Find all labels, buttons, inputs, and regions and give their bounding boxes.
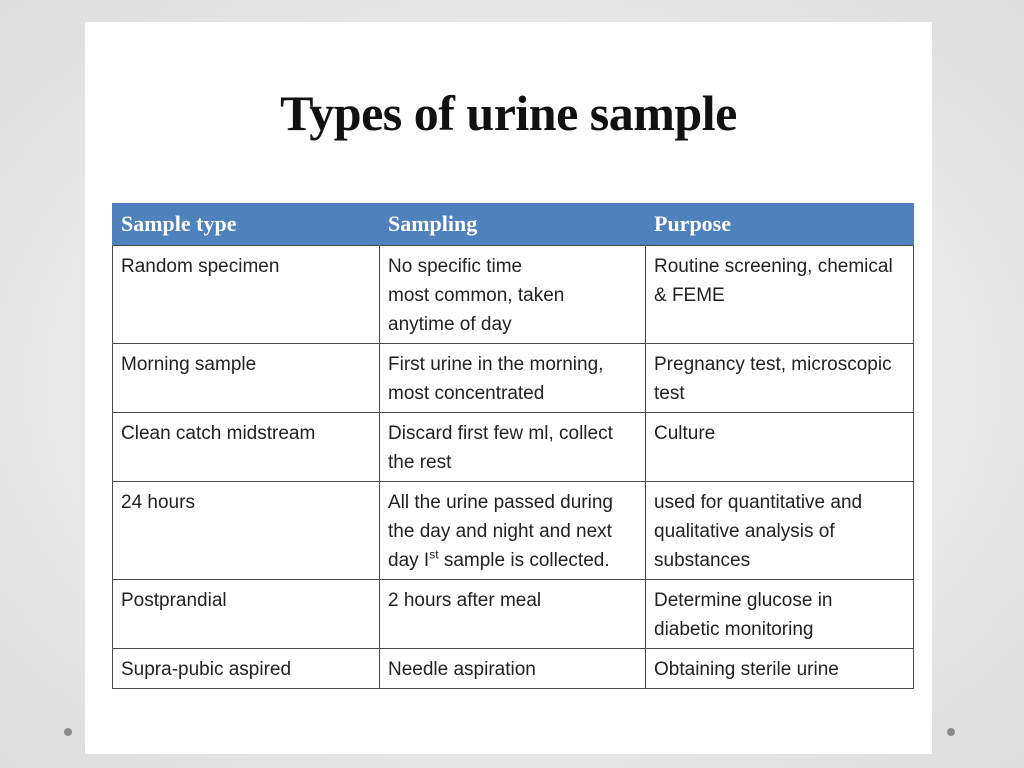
slide-title: Types of urine sample [280, 85, 737, 141]
cell-line: substances [654, 550, 751, 571]
header-sampling: Sampling [380, 203, 646, 246]
cell-line: sample is collected. [438, 550, 610, 571]
cell-sampling [380, 413, 646, 482]
cell-line: qualitative analysis of [654, 521, 835, 542]
cell-line: Pregnancy test, microscopic [654, 354, 892, 375]
header-sample-type: Sample type [113, 203, 380, 246]
cell-sampling [380, 580, 646, 649]
cell-purpose [646, 649, 914, 689]
cell-line: used for quantitative and [654, 492, 863, 513]
cell-line: Obtaining sterile urine [654, 659, 839, 680]
cell-line: Discard first few ml, collect [388, 423, 613, 444]
table-row [113, 580, 914, 649]
cell-sample-type: Postprandial [113, 580, 380, 649]
table-header-row [113, 203, 914, 246]
cell-purpose [646, 580, 914, 649]
cell-line: anytime of day [388, 314, 512, 335]
cell-sample-type: Clean catch midstream [113, 413, 380, 482]
table-row [113, 482, 914, 580]
previous-slide-dot-icon[interactable] [64, 728, 72, 736]
table-row [113, 413, 914, 482]
cell-line: day I [388, 550, 430, 571]
table-row [113, 246, 914, 344]
cell-line: the day and night and next [388, 521, 612, 542]
cell-line: Determine glucose in [654, 590, 833, 611]
cell-purpose [646, 482, 914, 580]
cell-line: Routine screening, chemical [654, 256, 893, 277]
header-purpose: Purpose [646, 203, 914, 246]
cell-line: First urine in the morning, [388, 354, 604, 375]
cell-sample-type: 24 hours [113, 482, 380, 580]
table-row [113, 649, 914, 689]
superscript-text: st [429, 547, 439, 562]
slide [85, 22, 932, 754]
cell-sample-type: Morning sample [113, 344, 380, 413]
cell-sampling [380, 246, 646, 344]
table-row [113, 344, 914, 413]
cell-line: diabetic monitoring [654, 619, 814, 640]
cell-line: Needle aspiration [388, 659, 536, 680]
cell-sample-type: Random specimen [113, 246, 380, 344]
cell-line: the rest [388, 452, 452, 473]
next-slide-dot-icon[interactable] [947, 728, 955, 736]
cell-sample-type: Supra-pubic aspired [113, 649, 380, 689]
cell-purpose [646, 246, 914, 344]
cell-line: & FEME [654, 285, 725, 306]
cell-sampling [380, 482, 646, 580]
cell-purpose [646, 344, 914, 413]
cell-sampling [380, 344, 646, 413]
cell-line: test [654, 383, 685, 404]
cell-line: No specific time [388, 256, 523, 277]
cell-sampling [380, 649, 646, 689]
cell-purpose [646, 413, 914, 482]
cell-line: Culture [654, 423, 716, 444]
cell-line: All the urine passed during [388, 492, 613, 513]
cell-line: most common, taken [388, 285, 565, 306]
cell-line: 2 hours after meal [388, 590, 542, 611]
cell-line: most concentrated [388, 383, 545, 404]
urine-sample-table [112, 203, 914, 689]
